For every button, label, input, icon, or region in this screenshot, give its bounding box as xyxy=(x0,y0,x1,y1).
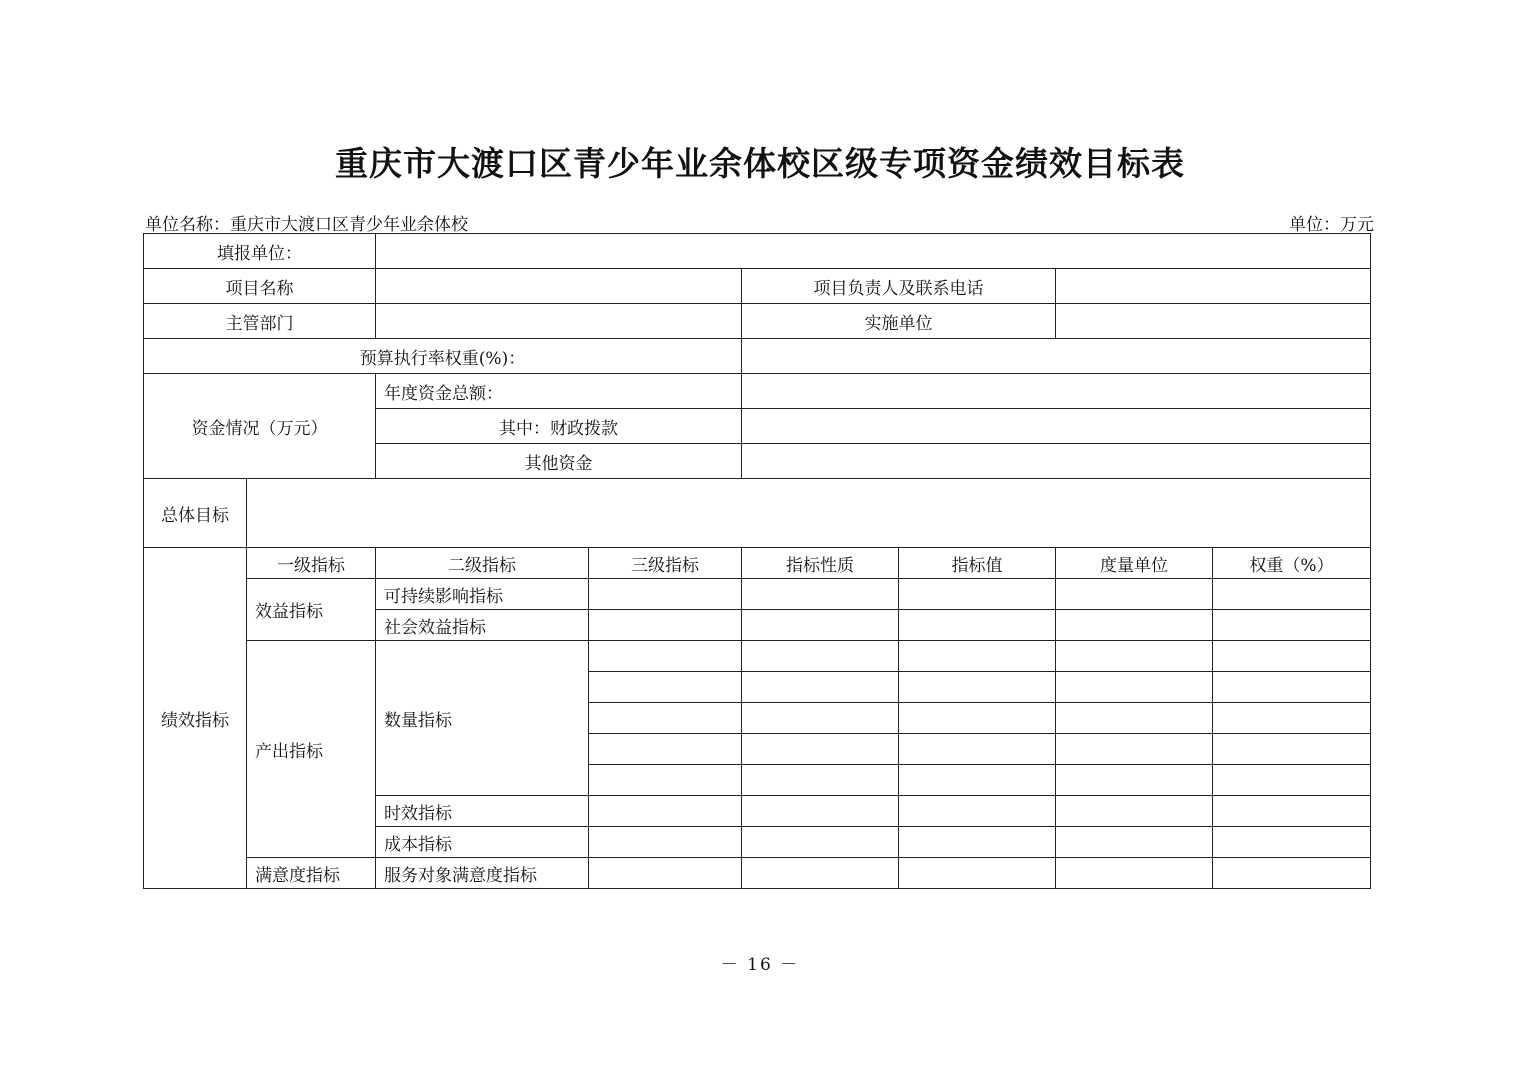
table-cell[interactable] xyxy=(589,796,742,827)
fiscal-funds-value[interactable] xyxy=(742,409,1371,444)
table-cell[interactable] xyxy=(1056,765,1213,796)
table-cell[interactable] xyxy=(1213,796,1371,827)
header-level2: 二级指标 xyxy=(376,548,589,579)
currency-unit-label: 单位：万元 xyxy=(1289,215,1374,235)
table-cell[interactable] xyxy=(899,734,1056,765)
table-cell[interactable] xyxy=(589,641,742,672)
table-cell[interactable] xyxy=(742,827,899,858)
row-indicator-headers xyxy=(144,548,1371,579)
unit-name-label: 单位名称：重庆市大渡口区青少年业余体校 xyxy=(145,215,468,235)
table-cell[interactable] xyxy=(1213,827,1371,858)
row-quantity-1 xyxy=(144,641,1371,672)
project-owner-phone-label: 项目负责人及联系电话 xyxy=(742,269,1056,304)
table-cell[interactable] xyxy=(589,765,742,796)
table-cell[interactable] xyxy=(899,796,1056,827)
supervising-dept-value[interactable] xyxy=(376,304,742,339)
table-cell[interactable] xyxy=(1213,610,1371,641)
table-cell[interactable] xyxy=(1213,641,1371,672)
table-cell[interactable] xyxy=(742,796,899,827)
table-cell[interactable] xyxy=(742,610,899,641)
page-number: － 16 － xyxy=(720,955,800,975)
row-budget-rate xyxy=(144,339,1371,374)
output-indicator-label: 产出指标 xyxy=(247,641,376,858)
project-name-label: 项目名称 xyxy=(144,269,376,304)
row-overall-goal xyxy=(144,479,1371,548)
table-cell[interactable] xyxy=(1056,734,1213,765)
table-cell[interactable] xyxy=(589,703,742,734)
table-cell[interactable] xyxy=(1056,610,1213,641)
row-sustainable xyxy=(144,579,1371,610)
project-owner-phone-value[interactable] xyxy=(1056,269,1371,304)
supervising-dept-label: 主管部门 xyxy=(144,304,376,339)
table-cell[interactable] xyxy=(1213,672,1371,703)
sustainable-indicator-label: 可持续影响指标 xyxy=(376,579,589,610)
budget-rate-weight-label: 预算执行率权重(%)： xyxy=(144,339,742,374)
filler-unit-value[interactable] xyxy=(376,234,1371,269)
table-cell[interactable] xyxy=(589,734,742,765)
header-level3: 三级指标 xyxy=(589,548,742,579)
header-nature: 指标性质 xyxy=(742,548,899,579)
row-filler-unit xyxy=(144,234,1371,269)
table-cell[interactable] xyxy=(742,858,899,889)
table-cell[interactable] xyxy=(1213,734,1371,765)
table-cell[interactable] xyxy=(742,641,899,672)
table-cell[interactable] xyxy=(742,703,899,734)
table-cell[interactable] xyxy=(899,672,1056,703)
table-cell[interactable] xyxy=(589,610,742,641)
page-title: 重庆市大渡口区青少年业余体校区级专项资金绩效目标表 xyxy=(335,144,1185,183)
table-cell[interactable] xyxy=(1056,579,1213,610)
table-cell[interactable] xyxy=(589,672,742,703)
overall-goal-value[interactable] xyxy=(247,479,1371,548)
overall-goal-label: 总体目标 xyxy=(144,479,247,548)
header-level1: 一级指标 xyxy=(247,548,376,579)
table-cell[interactable] xyxy=(1056,641,1213,672)
table-cell[interactable] xyxy=(1056,858,1213,889)
filler-unit-label: 填报单位： xyxy=(144,234,376,269)
header-weight: 权重（%） xyxy=(1213,548,1371,579)
cost-indicator-label: 成本指标 xyxy=(376,827,589,858)
table-cell[interactable] xyxy=(1213,765,1371,796)
social-indicator-label: 社会效益指标 xyxy=(376,610,589,641)
table-cell[interactable] xyxy=(1213,858,1371,889)
table-cell[interactable] xyxy=(899,765,1056,796)
implementing-unit-value[interactable] xyxy=(1056,304,1371,339)
annual-total-label: 年度资金总额： xyxy=(376,374,742,409)
table-cell[interactable] xyxy=(1056,827,1213,858)
table-cell[interactable] xyxy=(899,641,1056,672)
table-cell[interactable] xyxy=(899,703,1056,734)
satisfaction-indicator-label: 满意度指标 xyxy=(247,858,376,889)
row-project-name xyxy=(144,269,1371,304)
implementing-unit-label: 实施单位 xyxy=(742,304,1056,339)
table-cell[interactable] xyxy=(1056,796,1213,827)
table-cell[interactable] xyxy=(899,610,1056,641)
table-cell[interactable] xyxy=(899,827,1056,858)
row-annual-total xyxy=(144,374,1371,409)
funds-status-label: 资金情况（万元） xyxy=(144,374,376,479)
table-cell[interactable] xyxy=(899,579,1056,610)
other-funds-label: 其他资金 xyxy=(376,444,742,479)
fiscal-funds-label: 其中：财政拨款 xyxy=(376,409,742,444)
row-supervising-dept xyxy=(144,304,1371,339)
table-cell[interactable] xyxy=(1056,672,1213,703)
project-name-value[interactable] xyxy=(376,269,742,304)
performance-indicators-label: 绩效指标 xyxy=(144,548,247,889)
table-cell[interactable] xyxy=(589,827,742,858)
service-satisfaction-label: 服务对象满意度指标 xyxy=(376,858,589,889)
table-cell[interactable] xyxy=(589,579,742,610)
table-cell[interactable] xyxy=(742,672,899,703)
header-measure-unit: 度量单位 xyxy=(1056,548,1213,579)
table-cell[interactable] xyxy=(589,858,742,889)
timeliness-indicator-label: 时效指标 xyxy=(376,796,589,827)
budget-rate-weight-value[interactable] xyxy=(742,339,1371,374)
annual-total-value[interactable] xyxy=(742,374,1371,409)
table-cell[interactable] xyxy=(742,734,899,765)
table-cell[interactable] xyxy=(1056,703,1213,734)
performance-target-table xyxy=(143,233,1371,889)
table-cell[interactable] xyxy=(1213,703,1371,734)
table-cell[interactable] xyxy=(1213,579,1371,610)
table-cell[interactable] xyxy=(899,858,1056,889)
row-satisfaction xyxy=(144,858,1371,889)
table-cell[interactable] xyxy=(742,579,899,610)
quantity-indicator-label: 数量指标 xyxy=(376,641,589,796)
benefit-indicator-label: 效益指标 xyxy=(247,579,376,641)
header-value: 指标值 xyxy=(899,548,1056,579)
table-cell[interactable] xyxy=(742,765,899,796)
other-funds-value[interactable] xyxy=(742,444,1371,479)
